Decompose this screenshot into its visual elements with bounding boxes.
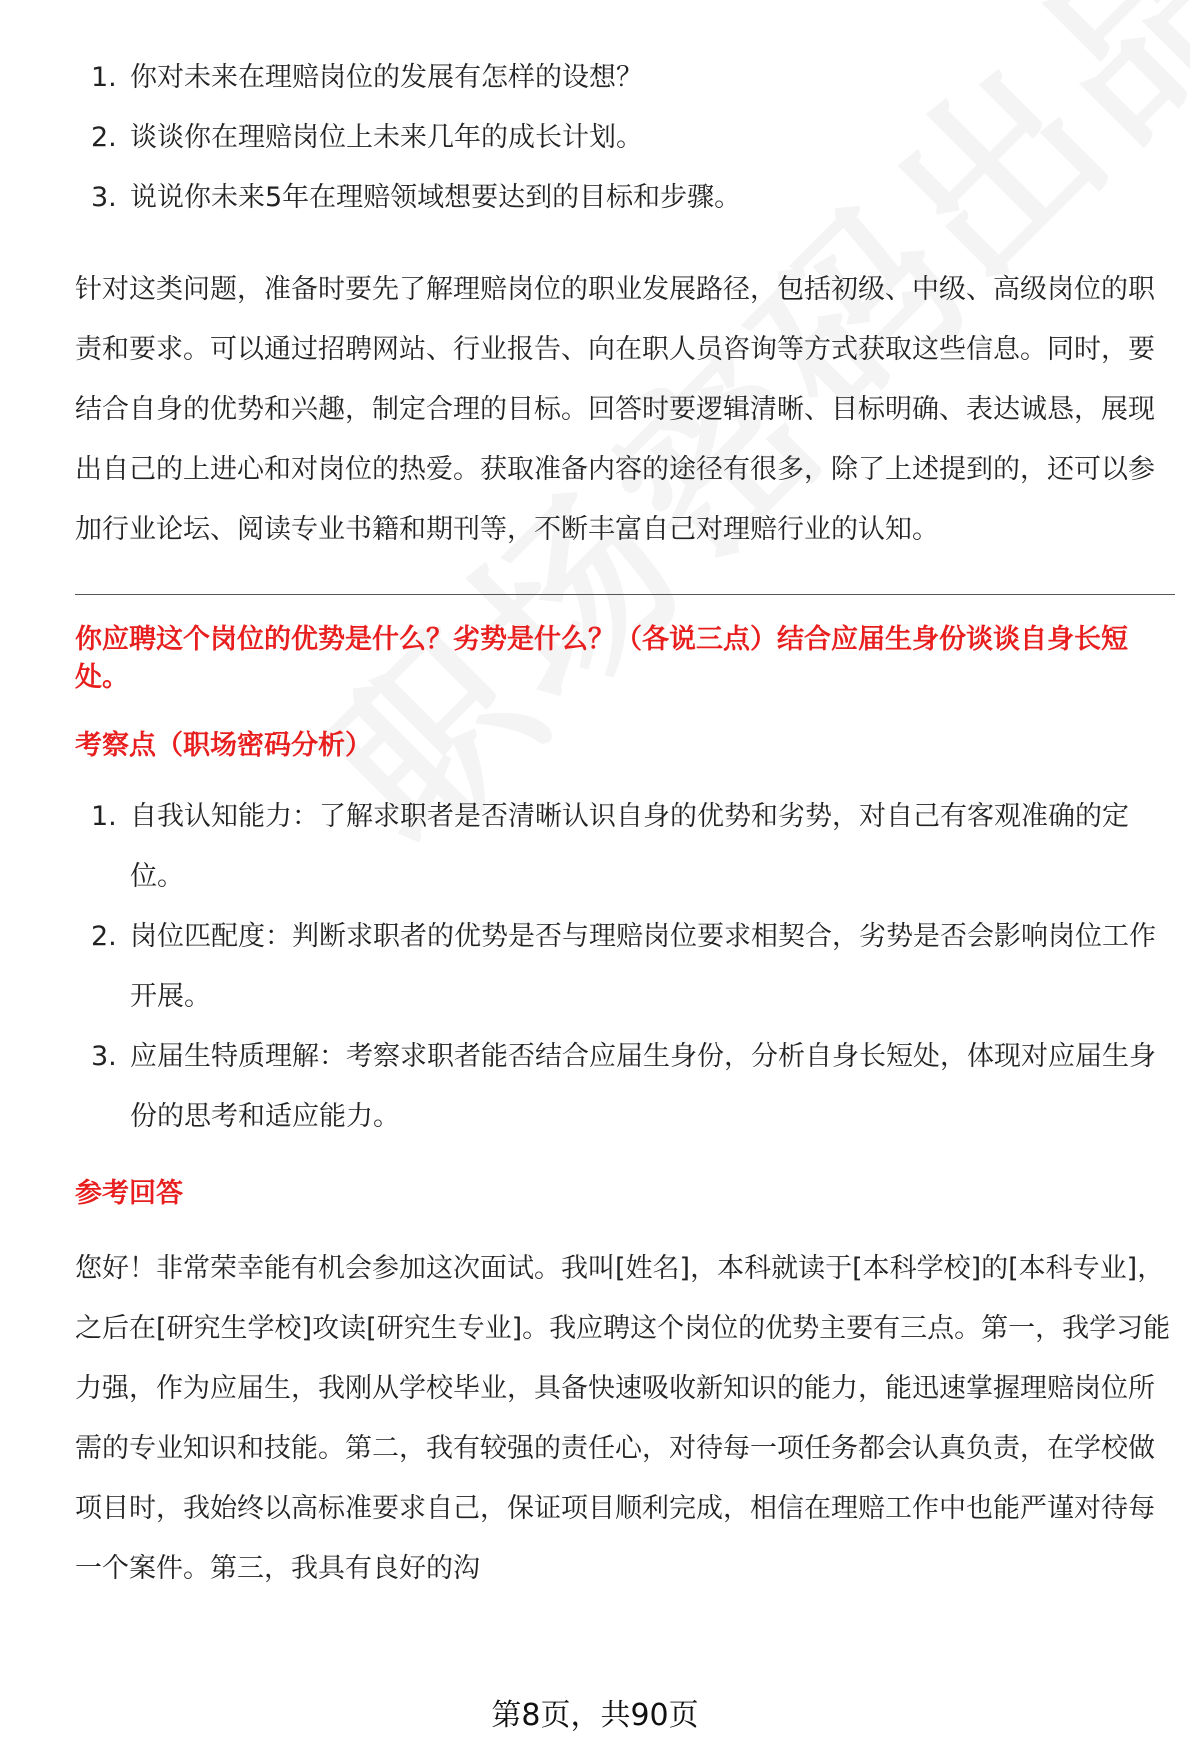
list-number: 3. <box>91 182 117 213</box>
page-footer: 第8页，共90页 <box>491 1698 699 1733</box>
analysis-list <box>75 787 1175 1147</box>
list-item <box>75 168 1175 228</box>
answer-heading: 参考回答 <box>75 1178 183 1209</box>
list-number: 1. <box>91 62 117 93</box>
section-divider <box>75 594 1175 595</box>
question-variants-list <box>75 48 1175 228</box>
list-item <box>75 48 1175 108</box>
list-item-text: 谈谈你在理赔岗位上未来几年的成长计划。 <box>130 122 643 153</box>
list-number: 2. <box>91 921 117 952</box>
question-heading: 你应聘这个岗位的优势是什么？劣势是什么？（各说三点）结合应届生身份谈谈自身长短处。 <box>75 624 1128 693</box>
list-number: 1. <box>91 801 117 832</box>
answer-paragraph: 您好！非常荣幸能有机会参加这次面试。我叫[姓名]，本科就读于[本科学校]的[本科专业]，之后在[研究生学校]攻读[研究生专业]。我应聘这个岗位的优势主要有三点。第一，我学习能力强，作为应届生，我刚从学校毕业，具备快速吸收新知识的能力，能迅速掌握理赔岗位所需的专业知识和技能。第二，我有较强的责任心，对待每一项任务都会认真负责，在学校做项目时，我始终以高标准要求自己，保证项目顺利完成，相信在理赔工作中也能严谨对待每一个案件。第三，我具有良好的沟 <box>75 1253 1171 1584</box>
list-item-text: 应届生特质理解：考察求职者能否结合应届生身份，分析自身长短处，体现对应届生身份的思考和适应能力。 <box>130 1041 1156 1132</box>
list-number: 2. <box>91 122 117 153</box>
page-content <box>75 48 1175 1599</box>
list-item-text: 自我认知能力：了解求职者是否清晰认识自身的优势和劣势，对自己有客观准确的定位。 <box>130 801 1129 892</box>
list-number: 3. <box>91 1041 117 1072</box>
analysis-heading: 考察点（职场密码分析） <box>75 730 372 761</box>
list-item-text: 说说你未来5年在理赔领域想要达到的目标和步骤。 <box>130 182 742 213</box>
list-item-text: 岗位匹配度：判断求职者的优势是否与理赔岗位要求相契合，劣势是否会影响岗位工作开展。 <box>130 921 1156 1012</box>
list-item <box>75 907 1175 1027</box>
list-item-text: 你对未来在理赔岗位的发展有怎样的设想？ <box>130 62 643 93</box>
preparation-paragraph: 针对这类问题，准备时要先了解理赔岗位的职业发展路径，包括初级、中级、高级岗位的职责和要求。可以通过招聘网站、行业报告、向在职人员咨询等方式获取这些信息。同时，要结合自身的优势和兴趣，制定合理的目标。回答时要逻辑清晰、目标明确、表达诚恳，展现出自己的上进心和对岗位的热爱。获取准备内容的途径有很多，除了上述提到的，还可以参加行业论坛、阅读专业书籍和期刊等，不断丰富自己对理赔行业的认知。 <box>75 274 1155 545</box>
list-item <box>75 787 1175 907</box>
list-item <box>75 108 1175 168</box>
list-item <box>75 1027 1175 1147</box>
